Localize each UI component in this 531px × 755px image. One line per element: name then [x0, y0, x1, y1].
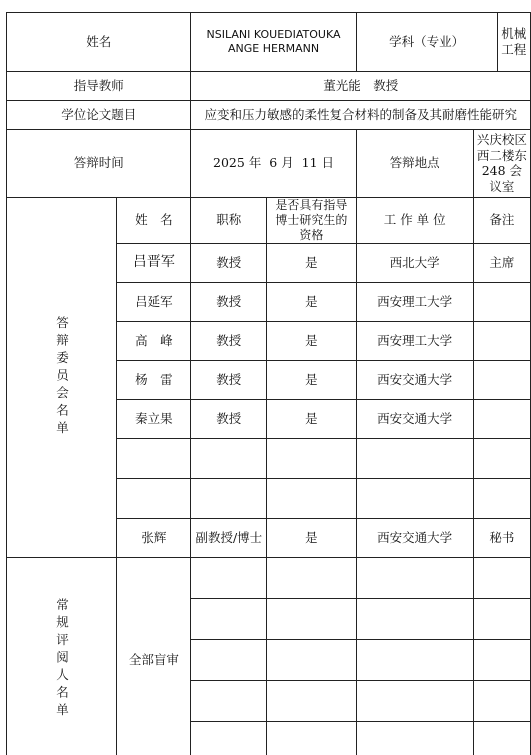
member-qualified: 是	[267, 282, 356, 321]
member-qualified	[267, 478, 356, 518]
member-note	[473, 399, 530, 438]
member-note	[473, 478, 530, 518]
committee-section-label: 答辩委员会名单	[7, 197, 117, 557]
member-unit: 西安交通大学	[356, 518, 473, 557]
member-title: 教授	[191, 360, 267, 399]
col-header-qualified: 是否具有指导博士研究生的资格	[267, 197, 356, 243]
member-title: 教授	[191, 321, 267, 360]
member-qualified	[267, 438, 356, 478]
reviewer-cell	[267, 680, 356, 721]
member-unit	[356, 478, 473, 518]
defense-place-value: 兴庆校区西二楼东 248 会议室	[473, 130, 530, 198]
member-name	[117, 478, 191, 518]
member-unit: 西安理工大学	[356, 282, 473, 321]
member-unit: 西安交通大学	[356, 399, 473, 438]
reviewer-group-label: 全部盲审	[117, 557, 191, 755]
member-note	[473, 438, 530, 478]
reviewer-cell	[267, 598, 356, 639]
reviewer-cell	[191, 721, 267, 755]
member-note	[473, 360, 530, 399]
thesis-title-label: 学位论文题目	[7, 101, 191, 130]
reviewer-cell	[473, 721, 530, 755]
member-unit: 西安理工大学	[356, 321, 473, 360]
member-qualified: 是	[267, 321, 356, 360]
member-name: 秦立果	[117, 399, 191, 438]
member-unit: 西北大学	[356, 243, 473, 282]
row-defense-time-place	[7, 130, 531, 198]
defense-place-label: 答辩地点	[356, 130, 473, 198]
member-title: 教授	[191, 282, 267, 321]
member-note: 主席	[473, 243, 530, 282]
committee-header-row	[7, 197, 531, 243]
member-note	[473, 321, 530, 360]
member-title: 教授	[191, 243, 267, 282]
reviewer-cell	[267, 557, 356, 598]
col-header-title: 职称	[191, 197, 267, 243]
reviewer-cell	[473, 598, 530, 639]
member-name: 张辉	[117, 518, 191, 557]
reviewer-cell	[356, 639, 473, 680]
col-header-unit: 工 作 单 位	[356, 197, 473, 243]
reviewer-cell	[356, 598, 473, 639]
member-name: 吕晋军	[117, 243, 191, 282]
member-qualified: 是	[267, 360, 356, 399]
reviewer-cell	[473, 557, 530, 598]
reviewer-cell	[356, 680, 473, 721]
member-unit	[356, 438, 473, 478]
name-label: 姓名	[7, 13, 191, 72]
reviewer-cell	[473, 680, 530, 721]
reviewer-cell	[356, 557, 473, 598]
reviewer-cell	[473, 639, 530, 680]
member-name: 高 峰	[117, 321, 191, 360]
reviewer-cell	[191, 598, 267, 639]
member-title: 教授	[191, 399, 267, 438]
member-title	[191, 478, 267, 518]
major-value: 机械工程	[501, 26, 527, 57]
reviewer-cell	[356, 721, 473, 755]
reviewer-cell	[267, 721, 356, 755]
member-name	[117, 438, 191, 478]
reviewer-cell	[191, 557, 267, 598]
reviewer-section-label: 常规评阅人名单	[7, 557, 117, 755]
reviewer-cell	[191, 639, 267, 680]
member-note: 秘书	[473, 518, 530, 557]
name-value: NSILANI KOUEDIATOUKA ANGE HERMANN	[191, 13, 356, 72]
member-unit: 西安交通大学	[356, 360, 473, 399]
row-name-major	[7, 13, 531, 72]
reviewer-cell	[191, 680, 267, 721]
member-note	[473, 282, 530, 321]
reviewer-cell	[267, 639, 356, 680]
thesis-title-value: 应变和压力敏感的柔性复合材料的制备及其耐磨性能研究	[191, 101, 531, 130]
major-label: 学科（专业）	[357, 13, 498, 71]
advisor-value: 董光能 教授	[191, 72, 531, 101]
defense-time-label: 答辩时间	[7, 130, 191, 198]
member-title	[191, 438, 267, 478]
member-qualified: 是	[267, 399, 356, 438]
row-advisor	[7, 72, 531, 101]
col-header-name: 姓 名	[117, 197, 191, 243]
defense-committee-form	[6, 12, 531, 755]
row-thesis-title	[7, 101, 531, 130]
major-cell	[356, 13, 530, 72]
reviewer-row	[7, 557, 531, 598]
member-name: 吕延军	[117, 282, 191, 321]
member-name: 杨 雷	[117, 360, 191, 399]
member-qualified: 是	[267, 518, 356, 557]
advisor-label: 指导教师	[7, 72, 191, 101]
col-header-note: 备注	[473, 197, 530, 243]
member-qualified: 是	[267, 243, 356, 282]
defense-time-value: 2025 年 6 月 11 日	[191, 130, 356, 198]
member-title: 副教授/博士	[191, 518, 267, 557]
